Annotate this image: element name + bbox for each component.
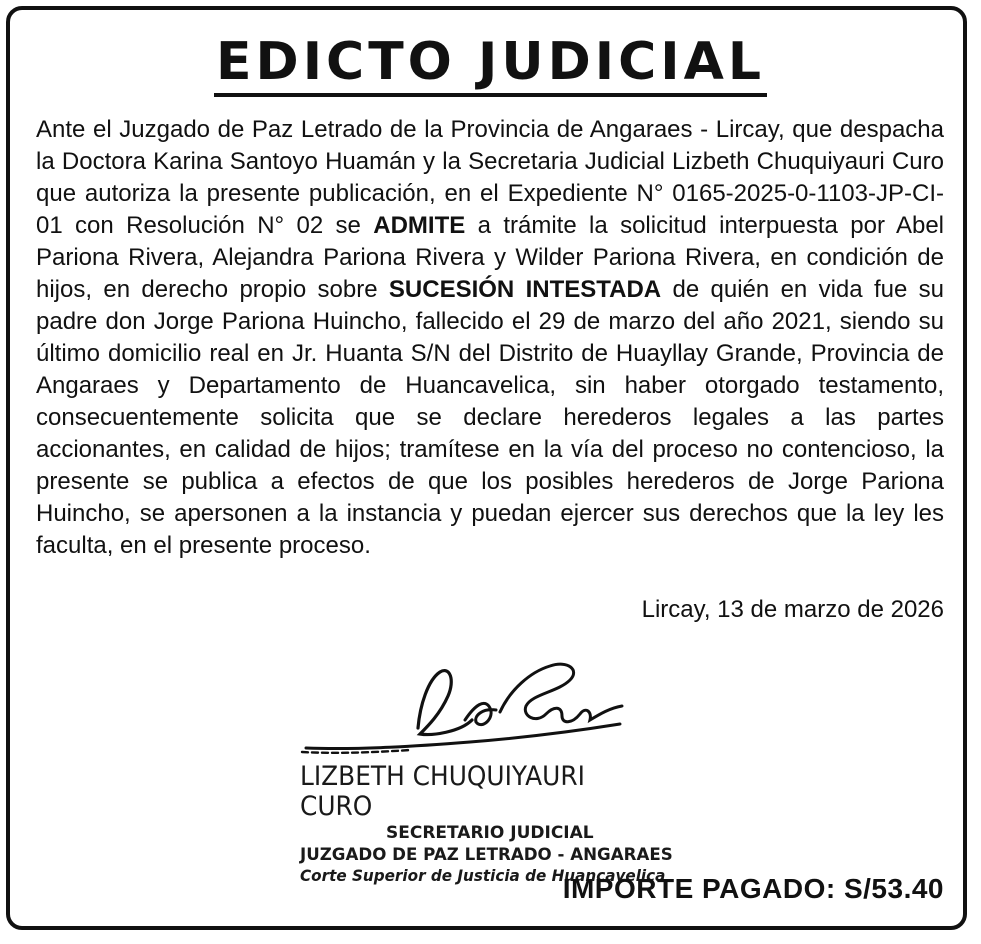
edict-body xyxy=(36,114,944,562)
body-text-part-1: Ante el Juzgado de Paz Letrado de la Provincia de Angaraes - Lircay, que despacha la Doctora Karina Santoyo Huamán y la Secretaria Judicial Lizbeth Chuquiyauri Curo que autoriza la presente publicación, en el Expediente N° 0165-2025-0-1103-JP-CI-01 con Resolución N° 02 se xyxy=(36,116,944,239)
date-line: Lircay, 13 de marzo de 2026 xyxy=(641,596,944,623)
stamp-role: SECRETARIO JUDICIAL xyxy=(386,823,594,843)
body-text-part-3: de quién en vida fue su padre don Jorge Pariona Huincho, fallecido el 29 de marzo del año 2021, siendo su último domicilio real en Jr. Huanta S/N del Distrito de Huayllay Grande, Provincia de Angaraes y Departamento de Huancavelica, sin haber otorgado testamento, consecuentemente solicita que se declare herederos legales a las partes accionantes, en calidad de hijos; tramítese en la vía del proceso no contencioso, la presente se publica a efectos de que los posibles herederos de Jorge Pariona Huincho, se apersonen a la instancia y puedan ejercer sus derechos que la ley les faculta, en el presente proceso. xyxy=(36,276,945,559)
title-text: EDICTO JUDICIAL xyxy=(214,32,767,97)
stamp-court: JUZGADO DE PAZ LETRADO - ANGARAES xyxy=(300,845,673,865)
page-title xyxy=(0,32,981,97)
stamp-corte: Corte Superior de Justicia de Huancavelica xyxy=(300,866,666,885)
signature-image xyxy=(300,650,640,760)
body-bold-admite: ADMITE xyxy=(373,212,466,239)
body-bold-sucesion: SUCESIÓN INTESTADA xyxy=(388,276,662,303)
importe-pagado: IMPORTE PAGADO: S/53.40 xyxy=(562,873,944,904)
body-text-part-2: a trámite la solicitud interpuesta por Abel Pariona Rivera, Alejandra Pariona Rivera y Wilder Pariona Rivera, en condición de hijos, en derecho propio sobre xyxy=(36,212,945,303)
stamp-name: LIZBETH CHUQUIYAURI CURO xyxy=(300,761,585,822)
secretary-stamp xyxy=(300,762,690,886)
